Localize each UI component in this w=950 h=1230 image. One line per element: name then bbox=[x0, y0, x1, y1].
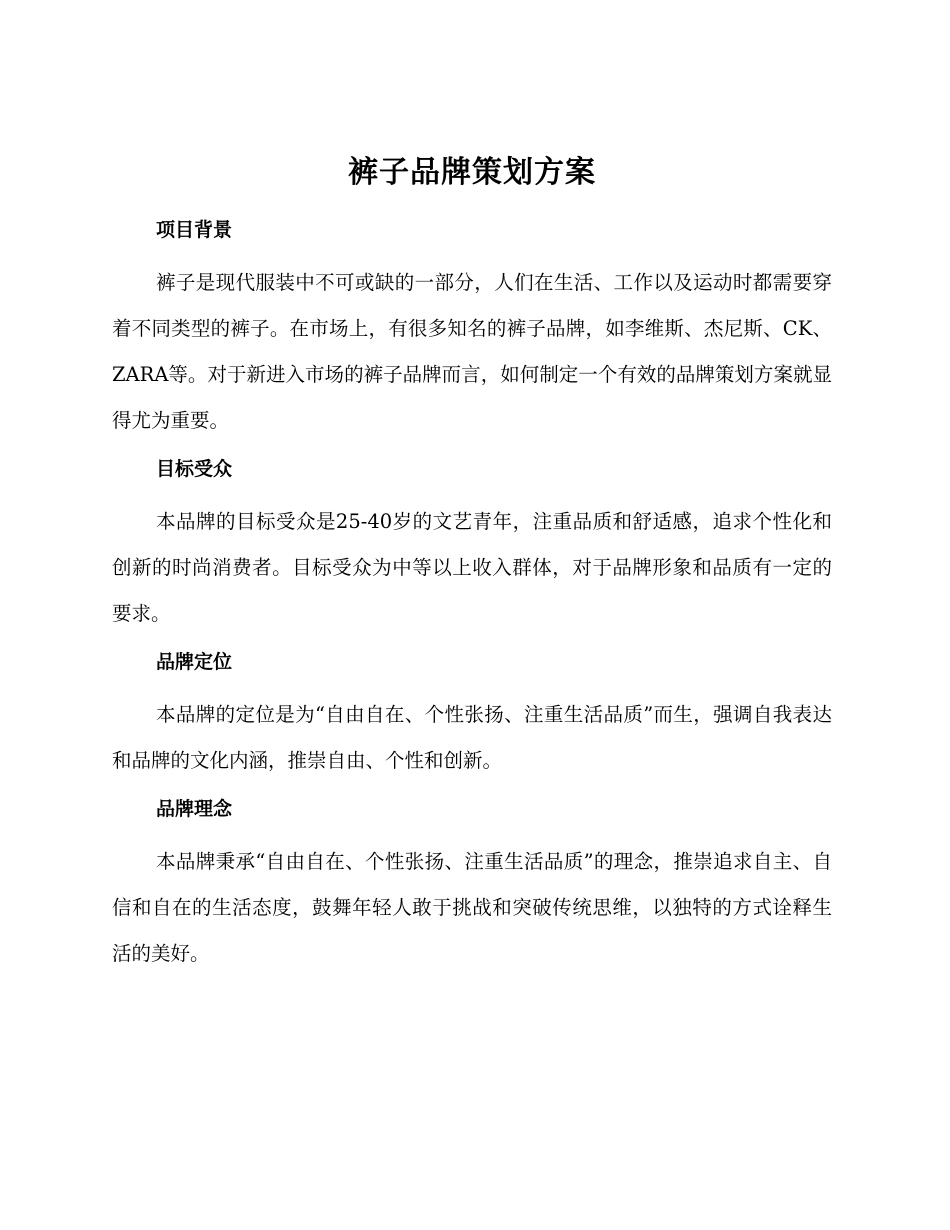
section-heading: 目标受众 bbox=[156, 458, 233, 480]
section-project-background bbox=[112, 215, 832, 444]
section-body: 本品牌秉承“自由自在、个性张扬、注重生活品质”的理念，推崇追求自主、自信和自在的生活态度，鼓舞年轻人敢于挑战和突破传统思维，以独特的方式诠释生活的美好。 bbox=[112, 850, 832, 965]
section-target-audience bbox=[112, 454, 832, 637]
section-body: 本品牌的目标受众是25-40岁的文艺青年，注重品质和舒适感，追求个性化和创新的时尚消费者。目标受众为中等以上收入群体，对于品牌形象和品质有一定的要求。 bbox=[112, 510, 832, 625]
section-brand-philosophy bbox=[112, 794, 832, 977]
section-brand-positioning bbox=[112, 647, 832, 784]
section-body: 本品牌的定位是为“自由自在、个性张扬、注重生活品质”而生，强调自我表达和品牌的文化内涵，推崇自由、个性和创新。 bbox=[112, 703, 832, 772]
document-content bbox=[112, 146, 832, 987]
section-heading: 品牌定位 bbox=[156, 651, 233, 673]
section-body: 裤子是现代服装中不可或缺的一部分，人们在生活、工作以及运动时都需要穿着不同类型的裤子。在市场上，有很多知名的裤子品牌，如李维斯、杰尼斯、CK、ZARA等。对于新进入市场的裤子品牌而言，如何制定一个有效的品牌策划方案就显得尤为重要。 bbox=[112, 271, 832, 432]
section-heading: 项目背景 bbox=[156, 219, 233, 241]
section-heading: 品牌理念 bbox=[156, 798, 233, 820]
document-title: 裤子品牌策划方案 bbox=[348, 155, 596, 190]
